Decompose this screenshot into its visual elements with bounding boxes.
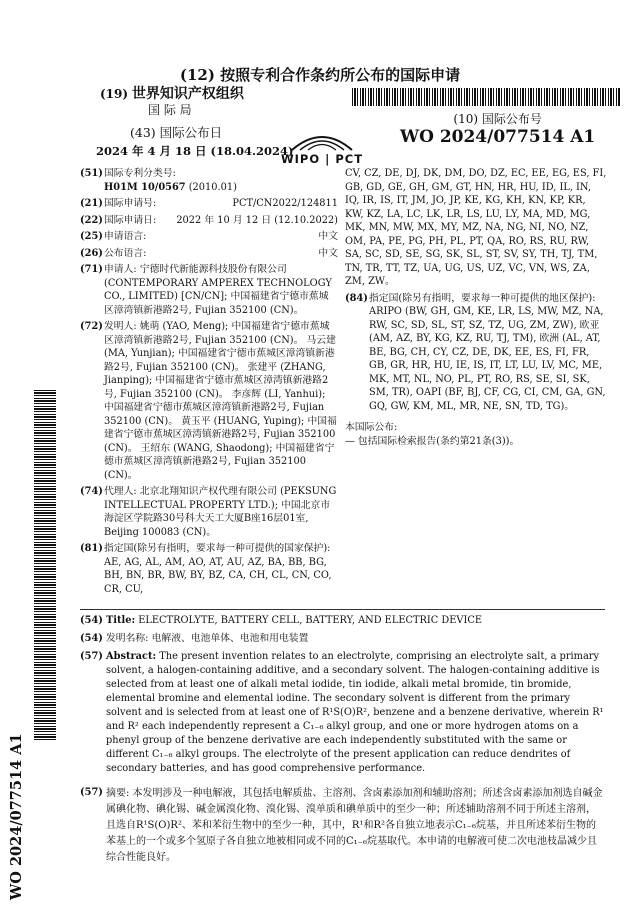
org-subname: 国 际 局 — [148, 103, 192, 117]
field-71-applicant: (71) 申请人: 宁德时代新能源科技股份有限公司 (CONTEMPORARY AMPEREX TECHNOLOGY CO., LIMITED) [CN/CN]; 中国福建省宁德市蕉城区漳湾镇新港路2号, Fujian 352100 (CN)。 — [80, 264, 332, 316]
field-25: (25) 申请语言: 中文 — [80, 231, 338, 242]
field-54-title: (54) Title: ELECTROLYTE, BATTERY CELL, BATTERY, AND ELECTRIC DEVICE — [80, 615, 482, 626]
field-81-continued: CV, CZ, DE, DJ, DK, DM, DO, DZ, EC, EE, EG, ES, FI, GB, GD, GE, GH, GM, GT, HN, HR, HU, ID, IL, IN, IQ, IR, IS, IT, JM, JO, JP, KE, KG, KH, KN, KP, KR, KW, KZ, LA, LC, LK, LR, LS, LU, LY, MA, MD, MG, MK, MN, MW, MX, MY, MZ, NA, NG, NI, NO, NZ, OM, PA, PE, PG, PH, PL, PT, QA, RO, RS, RU, RW, SA, SC, SD, SE, SG, SK, SL, ST, SV, SY, TH, TJ, TM, TN, TR, TT, TZ, UA, UG, US, UZ, VC, VN, WS, ZA, ZM, ZW。 — [345, 168, 607, 287]
top-barcode — [352, 88, 620, 106]
publication-number-block — [400, 110, 595, 146]
side-number-text: WO 2024/077514 A1 — [8, 733, 25, 900]
org-code: (19) — [100, 87, 129, 101]
field-72-inventors: (72) 发明人: 姚萌 (YAO, Meng); 中国福建省宁德市蕉城区漳湾镇新港路2号, Fujian 352100 (CN)。 马云建 (MA, Yunjian); 中国福建省宁德市蕉城区漳湾镇新港路2号, Fujian 352100 (CN)。 张建平 (ZHANG, Jianping); 中国福建省宁德市蕉城区漳湾镇新港路2号, Fujian 352100 (CN)。 李彦辉 (LI, Yanhui); 中国福建省宁德市蕉城区漳湾镇新港路2号, Fujian 352100 (CN)。 黄玉平 (HUANG, Yuping); 中国福建省宁德市蕉城区漳湾镇新港路2号, Fujian 352100 (CN)。 王绍东 (WANG, Shaodong); 中国福建省宁德市蕉城区漳湾镇新港路2号, Fujian 352100 (CN)。 — [80, 321, 337, 481]
left-column — [80, 167, 338, 599]
section-divider — [80, 609, 605, 610]
side-barcode — [34, 390, 56, 740]
pubnum-label: (10) 国际公布号 — [453, 112, 542, 126]
publication-date-block — [96, 124, 293, 160]
published-label: 本国际公布: — [345, 422, 398, 433]
field-57-abstract: (57) Abstract: The present invention relates to an electrolyte, comprising an electrolyte salt, a primary solvent, a halogen-containing additive, and a secondary solvent. The halogen-containing additive is selected from at least one of alkali metal iodide, tin iodide, alkali metal bromide, tin bromide, elemental bromine and elemental iodine. The secondary solvent is different from the primary solvent and is selected from at least one of R¹S(O)R², benzene and a benzene derivative, wherein R¹ and R² each independently represent a C₁₋₆ alkyl group, and one or more hydrogen atoms on a phenyl group of the benzene derivative are each independently substituted with the same or different C₁₋₆ alkyl groups. The electrolyte of the present application can reduce dendrites of secondary batteries, and has good comprehensive performance. — [80, 651, 604, 774]
ipc-class: H01M 10/0567 — [104, 181, 186, 193]
org-name: 世界知识产权组织 — [131, 86, 244, 102]
filing-date: 2022 年 10 月 12 日 (12.10.2022) — [176, 214, 338, 226]
title-en: ELECTROLYTE, BATTERY CELL, BATTERY, AND ELECTRIC DEVICE — [135, 615, 482, 626]
title-abstract-section — [80, 614, 605, 869]
wipo-emblem-icon — [272, 130, 372, 150]
wipo-logo — [272, 130, 372, 166]
organization-block — [100, 86, 244, 118]
field-51: (51) 国际专利分类号: H01M 10/0567 (2010.01) — [80, 168, 237, 193]
field-26: (26) 公布语言: 中文 — [80, 247, 338, 259]
abstract-en: The present invention relates to an electrolyte, comprising an electrolyte salt, a primary solvent, a halogen-containing additive, and a secondary solvent. The halogen-containing additive is selected from at least one of alkali metal iodide, tin iodide, alkali metal bromide, tin bromide, elemental bromine and elemental iodine. The secondary solvent is different from the primary solvent and is selected from at least one of R¹S(O)R², benzene and a benzene derivative, wherein R¹ and R² each independently represent a C₁₋₆ alkyl group, and one or more hydrogen atoms on a phenyl group of the benzene derivative are each independently substituted with the same or different C₁₋₆ alkyl groups. The electrolyte of the present application can reduce dendrites of secondary batteries, and has good comprehensive performance. — [106, 651, 604, 774]
title-cn: 电解液、电池单体、电池和用电装置 — [148, 633, 309, 644]
field-84-regional: (84) 指定国(除另有指明，要求每一种可提供的地区保护): ARIPO (BW, GH, GM, KE, LR, LS, MW, MZ, NA, RW, SC, SD, SL, ST, SZ, TZ, UG, ZM, ZW), 欧亚 (AM, AZ, BY, KG, KZ, RU, TJ, TM), 欧洲 (AL, AT, BE, BG, CH, CY, CZ, DE, DK, EE, ES, FI, FR, GB, GR, HR, HU, IE, IS, IT, LT, LU, LV, MC, ME, MK, MT, NL, NO, PL, PT, RO, RS, SE, SI, SK, SM, TR), OAPI (BF, BJ, CF, CG, CI, CM, GA, GN, GQ, GW, KM, ML, MR, NE, SN, TD, TG)。 — [345, 292, 606, 412]
wipo-text: WIPO | PCT — [280, 152, 364, 166]
field-74-agent: (74) 代理人: 北京北翔知识产权代理有限公司 (PEKSUNG INTELLECTUAL PROPERTY LTD.); 中国北京市海淀区学院路30号科大天工大厦B座16层01室, Beijing 100083 (CN)。 — [80, 486, 337, 538]
field-57-abstract-cn: (57) 摘要: 本发明涉及一种电解液，其包括电解质盐、主溶剂、含卤素添加剂和辅助溶剂；所述含卤素添加剂选自碱金属碘化物、碘化锡、碱金属溴化物、溴化锡、溴单质和碘单质中的至少一种；所述辅助溶剂不同于所述主溶剂，且选自R¹S(O)R²、苯和苯衍生物中的至少一种，其中，R¹和R²各自独立地表示C₁₋₆烷基，并且所述苯衍生物的苯基上的一个或多个氢原子各自独立地被相同或不同的C₁₋₆烷基取代。本申请的电解液可使二次电池枝晶减少且综合性能良好。 — [80, 786, 605, 866]
field-81-designated-states: (81) 指定国(除另有指明，要求每一种可提供的国家保护): AE, AG, AL, AM, AO, AT, AU, AZ, BA, BB, BG, BH, BN, BR, BW, BY, BZ, CA, CH, CL, CN, CO, CR, CU, — [80, 543, 332, 595]
pubdate-label: (43) 国际公布日 — [130, 125, 223, 140]
document-type-title: (12) 按照专利合作条约所公布的国际申请 — [179, 66, 461, 84]
pubnum-value: WO 2024/077514 A1 — [400, 127, 596, 147]
field-22: (22) 国际申请日: 2022 年 10 月 12 日 (12.10.2022) — [80, 214, 338, 226]
abstract-cn: 摘要: 本发明涉及一种电解液，其包括电解质盐、主溶剂、含卤素添加剂和辅助溶剂；所述含卤素添加剂选自碱金属碘化物、碘化锡、碱金属溴化物、溴化锡、溴单质和碘单质中的至少一种；所述辅助溶剂不同于所述主溶剂，且选自R¹S(O)R²、苯和苯衍生物中的至少一种，其中，R¹和R²各自独立地表示C₁₋₆烷基，并且所述苯衍生物的苯基上的一个或多个氢原子各自独立地被相同或不同的C₁₋₆烷基取代。本申请的电解液可使二次电池枝晶减少且综合性能良好。 — [106, 788, 603, 863]
field-54-title-cn: (54) 发明名称: 电解液、电池单体、电池和用电装置 — [80, 633, 309, 644]
application-number: PCT/CN2022/124811 — [232, 198, 338, 209]
pubdate-value: 2024 年 4 月 18 日 (18.04.2024) — [96, 144, 294, 158]
side-publication-number — [8, 700, 32, 900]
field-21: (21) 国际申请号: PCT/CN2022/124811 — [80, 198, 338, 209]
right-column — [345, 167, 607, 448]
published-item: — 包括国际检索报告(条约第21条(3))。 — [345, 435, 520, 447]
